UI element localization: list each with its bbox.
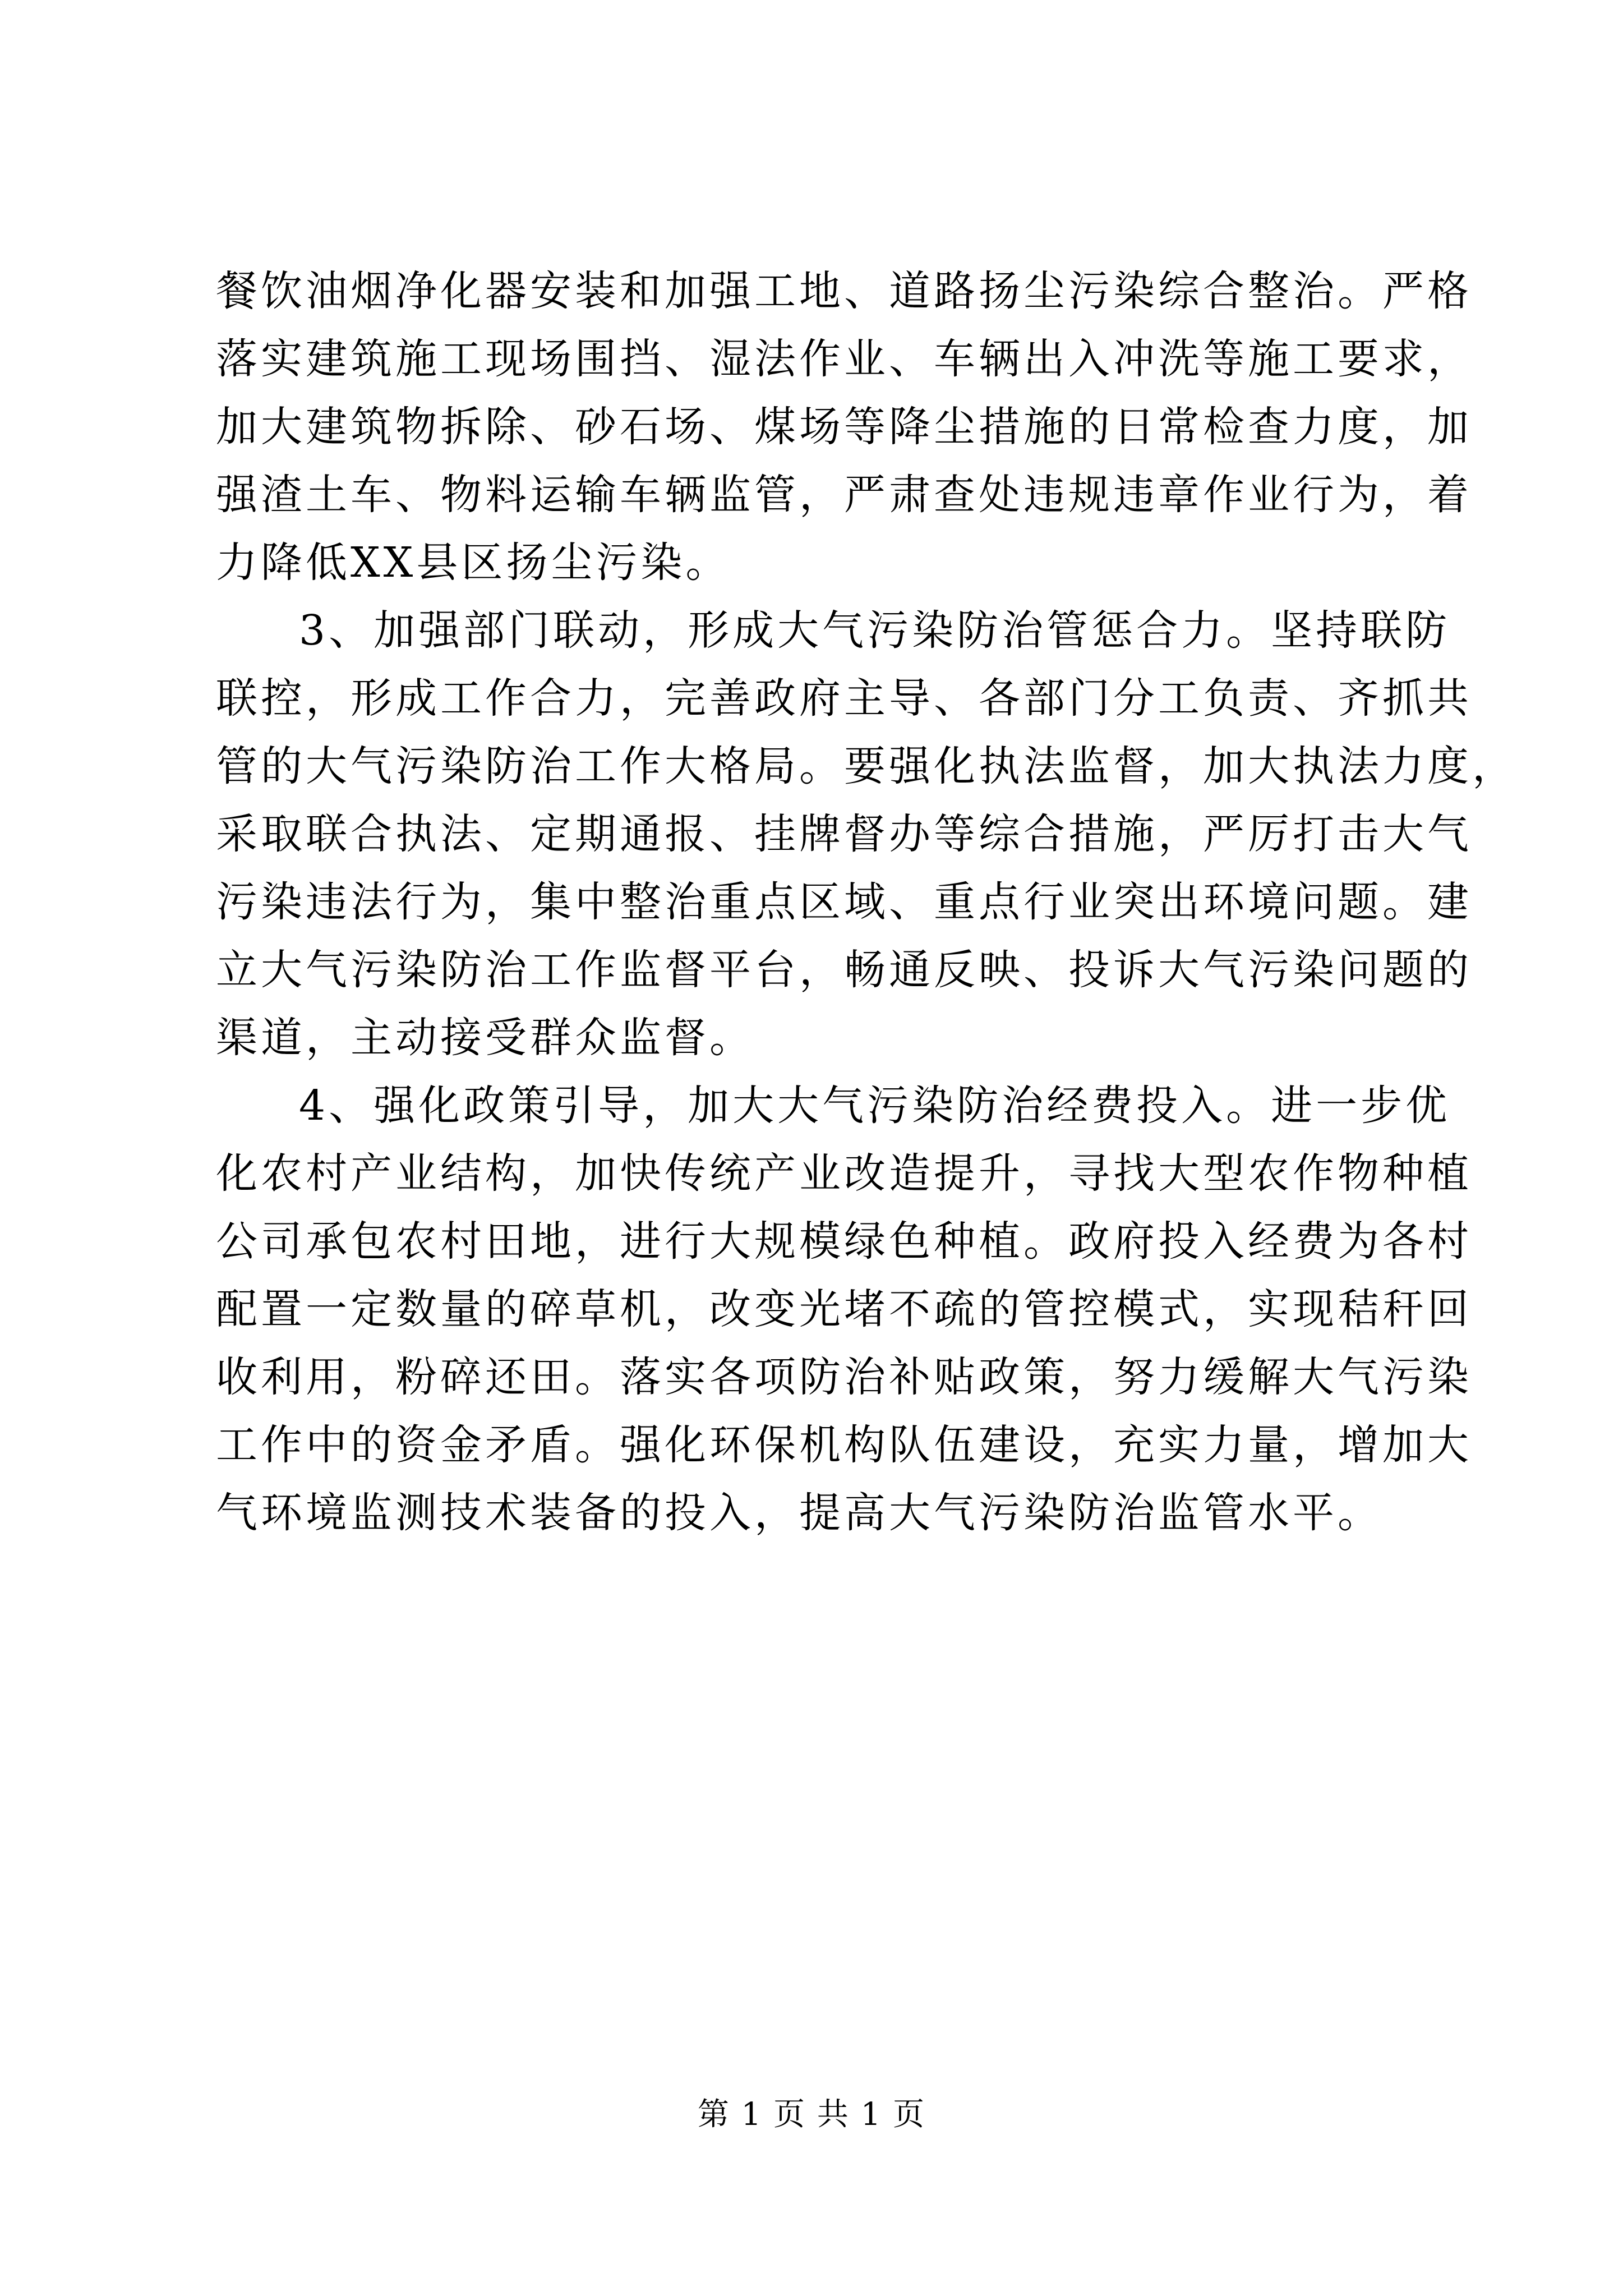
text-line: 配置一定数量的碎草机，改变光堵不疏的管控模式，实现秸秆回 (216, 1285, 1472, 1333)
page-number-label: 第 1 页 共 1 页 (697, 2096, 926, 2133)
paragraph-start-line: 4、强化政策引导，加大大气污染防治经费投入。进一步优 (299, 1082, 1451, 1130)
paragraph-start-line: 3、加强部门联动，形成大气污染防治管惩合力。坚持联防 (299, 606, 1451, 655)
text-line: 收利用，粉碎还田。落实各项防治补贴政策，努力缓解大气污染 (216, 1353, 1472, 1401)
text-line: 渠道，主动接受群众监督。 (216, 1014, 754, 1062)
text-line: 餐饮油烟净化器安装和加强工地、道路扬尘污染综合整治。严格 (216, 267, 1472, 315)
text-line: 公司承包农村田地，进行大规模绿色种植。政府投入经费为各村 (216, 1217, 1472, 1266)
text-line: 采取联合执法、定期通报、挂牌督办等综合措施，严厉打击大气 (216, 810, 1472, 858)
text-line: 力降低XX县区扬尘污染。 (216, 539, 731, 587)
text-line: 管的大气污染防治工作大格局。要强化执法监督，加大执法力度， (216, 742, 1517, 790)
page-footer (0, 2095, 1623, 2134)
text-line: 联控，形成工作合力，完善政府主导、各部门分工负责、齐抓共 (216, 674, 1472, 723)
document-body (216, 264, 1517, 1553)
text-line: 污染违法行为，集中整治重点区域、重点行业突出环境问题。建 (216, 878, 1472, 926)
text-line: 工作中的资金矛盾。强化环保机构队伍建设，充实力量，增加大 (216, 1421, 1472, 1469)
text-line: 落实建筑施工现场围挡、湿法作业、车辆出入冲洗等施工要求， (216, 335, 1472, 383)
text-line: 化农村产业结构，加快传统产业改造提升，寻找大型农作物种植 (216, 1149, 1472, 1198)
text-line: 立大气污染防治工作监督平台，畅通反映、投诉大气污染问题的 (216, 946, 1472, 994)
text-line: 加大建筑物拆除、砂石场、煤场等降尘措施的日常检查力度，加 (216, 403, 1472, 451)
text-line: 气环境监测技术装备的投入，提高大气污染防治监管水平。 (216, 1489, 1382, 1537)
text-line: 强渣土车、物料运输车辆监管，严肃查处违规违章作业行为，着 (216, 471, 1472, 519)
